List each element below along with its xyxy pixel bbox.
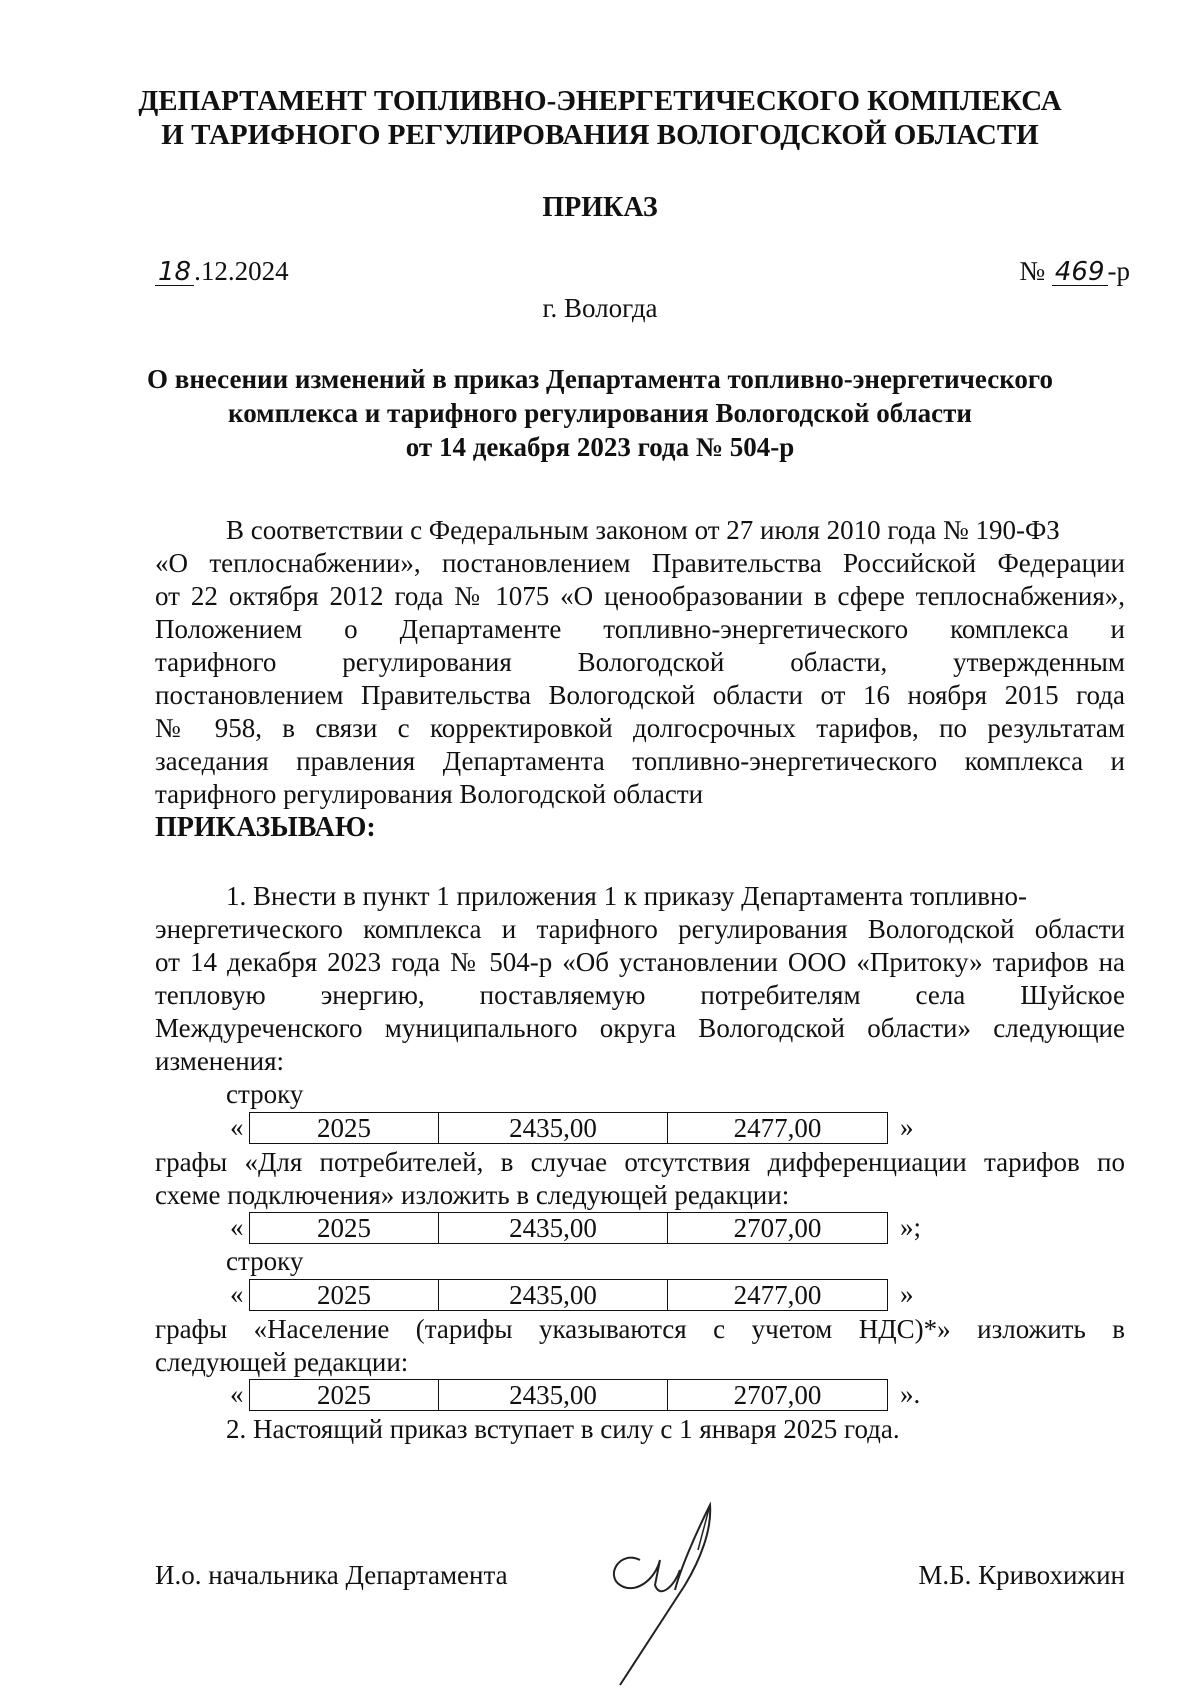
item1-line: 1. Внести в пункт 1 приложения 1 к приказу Департамента топливно-	[226, 881, 1027, 911]
quote-close: »	[900, 1279, 914, 1309]
quote-close: »	[900, 1112, 914, 1142]
item1-line: изменения:	[155, 1046, 285, 1076]
document-city: г. Вологда	[542, 293, 658, 323]
date-day-handwritten: 18	[155, 259, 194, 286]
signatory-position: И.о. начальника Департамента	[155, 1560, 508, 1590]
subject-line2: комплекса и тарифного регулирования Вологодской области	[228, 398, 972, 428]
preamble-line: постановлением Правительства Вологодской области от 16 ноября 2015 года	[155, 680, 1125, 710]
cell-tariff-2: 2477,00	[733, 1280, 822, 1310]
cell-tariff-1: 2435,00	[439, 1280, 668, 1310]
preamble-line: № 958, в связи с корректировкой долгосрочных тарифов, по результатам	[155, 713, 1125, 743]
graph-text-line: графы «Население (тарифы указываются с учетом НДС)*» изложить в	[155, 1314, 1125, 1344]
stroku-label: строку	[226, 1246, 304, 1276]
cell-tariff-1: 2435,00	[439, 1213, 668, 1243]
quote-open: «	[230, 1212, 244, 1242]
order-word: ПРИКАЗЫВАЮ:	[155, 812, 376, 843]
preamble-line: заседания правления Департамента топливно-энергетического комплекса и	[155, 746, 1125, 776]
preamble-line: от 22 октября 2012 года № 1075 «О ценообразовании в сфере теплоснабжения»,	[155, 581, 1125, 611]
preamble-line: тарифного регулирования Вологодской области, утвержденным	[155, 647, 1125, 677]
cell-year: 2025	[250, 1113, 439, 1143]
item1-line: Междуреченского муниципального округа Вологодской области» следующие	[155, 1013, 1125, 1043]
item1-line: тепловую энергию, поставляемую потребителям села Шуйское	[155, 980, 1125, 1010]
tariff-cells	[249, 1212, 888, 1244]
number-prefix: №	[1019, 256, 1046, 286]
cell-tariff-1: 2435,00	[439, 1380, 668, 1410]
document-date	[155, 256, 289, 287]
document-number	[1019, 256, 1130, 287]
cell-tariff-2: 2477,00	[733, 1113, 822, 1143]
subject-line1: О внесении изменений в приказ Департамента топливно-энергетического	[146, 364, 1053, 394]
item2-text: 2. Настоящий приказ вступает в силу с 1 января 2025 года.	[226, 1414, 900, 1444]
cell-year: 2025	[250, 1280, 439, 1310]
handwritten-signature	[600, 1490, 750, 1690]
tariff-cells	[249, 1279, 888, 1311]
quote-open: «	[230, 1112, 244, 1142]
graph-text-line: следующей редакции:	[155, 1347, 409, 1377]
cell-year: 2025	[250, 1380, 439, 1410]
quote-close: ».	[900, 1379, 921, 1409]
tariff-cells	[249, 1379, 888, 1411]
item1-line: от 14 декабря 2023 года № 504-р «Об установлении ООО «Притоку» тарифов на	[155, 947, 1125, 977]
tariff-cells	[249, 1112, 888, 1144]
graph-text-line: графы «Для потребителей, в случае отсутствия дифференциации тарифов по	[155, 1147, 1125, 1177]
cell-tariff-1: 2435,00	[439, 1113, 668, 1143]
org-name-line1: ДЕПАРТАМЕНТ ТОПЛИВНО-ЭНЕРГЕТИЧЕСКОГО КОМПЛЕКСА	[138, 85, 1062, 117]
cell-year: 2025	[250, 1213, 439, 1243]
quote-close: »;	[900, 1212, 922, 1242]
date-month-year: .12.2024	[194, 256, 289, 286]
preamble-line: В соответствии с Федеральным законом от 27 июля 2010 года № 190-ФЗ	[226, 515, 1060, 545]
graph-text-line: схеме подключения» изложить в следующей редакции:	[155, 1180, 790, 1210]
number-suffix: -р	[1107, 256, 1130, 286]
quote-open: «	[230, 1379, 244, 1409]
quote-open: «	[230, 1279, 244, 1309]
preamble-line: Положением о Департаменте топливно-энергетического комплекса и	[155, 614, 1125, 644]
preamble-line: «О теплоснабжении», постановлением Правительства Российской Федерации	[155, 548, 1125, 578]
preamble-line: тарифного регулирования Вологодской области	[155, 779, 704, 809]
cell-tariff-2: 2707,00	[733, 1380, 822, 1410]
org-name-line2: И ТАРИФНОГО РЕГУЛИРОВАНИЯ ВОЛОГОДСКОЙ ОБЛАСТИ	[161, 119, 1039, 151]
stroku-label: строку	[226, 1079, 304, 1109]
item1-line: энергетического комплекса и тарифного регулирования Вологодской области	[155, 914, 1125, 944]
number-handwritten: 469	[1052, 259, 1108, 286]
cell-tariff-2: 2707,00	[733, 1213, 822, 1243]
document-type: ПРИКАЗ	[542, 192, 658, 223]
signatory-name: М.Б. Кривохижин	[918, 1560, 1125, 1590]
subject-line3: от 14 декабря 2023 года № 504-р	[405, 432, 795, 462]
